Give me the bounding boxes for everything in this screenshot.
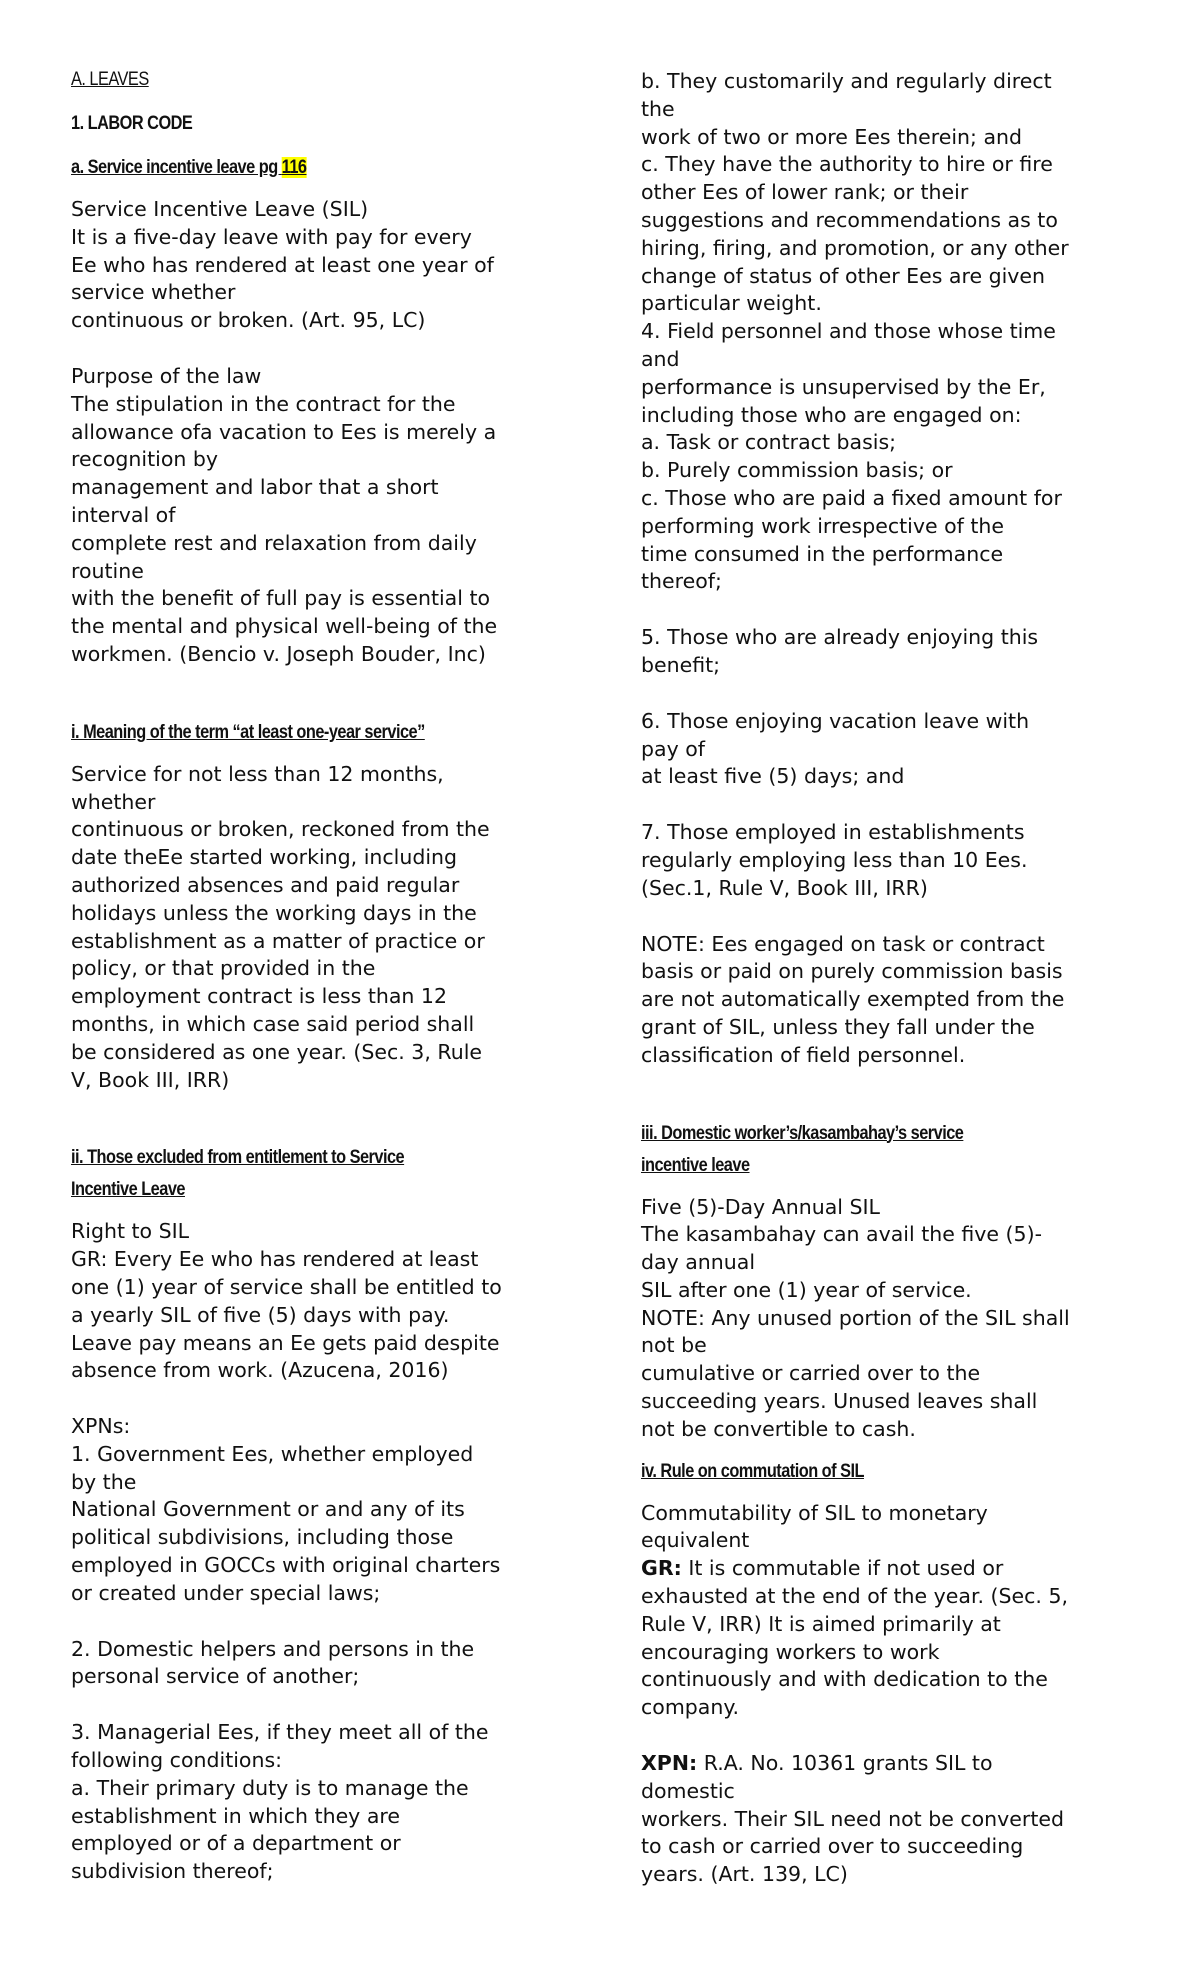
gr-label: GR: [641, 1556, 682, 1581]
section-title: A. LEAVES [71, 69, 149, 90]
meaning-body: Service for not less than 12 months, whether continuous or broken, reckoned from the date theEe started working, including authorized absences and paid regular holidays unless the working days in the establishment as a matter of practice or policy, or that provided in the employment contract is less than 12 months, in which case said period shall be considered as one year. (Sec. 3, Rule V, Book III, IRR) [71, 761, 490, 1092]
commutability-title: Commutability of SIL to monetary equivalent [641, 1500, 988, 1553]
sil-heading-text: a. Service incentive leave pg [71, 157, 282, 178]
xpn-text: R.A. No. 10361 grants SIL to domestic workers. Their SIL need not be converted to cash or carried over to succeeding years. (Art. 139, LC) [641, 1751, 1065, 1887]
domestic-heading-line2: incentive leave [641, 1154, 750, 1176]
xpn-item-7: 7. Those employed in establishments regularly employing less than 10 Ees. (Sec.1, Rule V, Book III, IRR) [641, 820, 1028, 900]
managerial-continued: b. They customarily and regularly direct the work of two or more Ees therein; and c. They have the authority to hire or fire other Ees of lower rank; or their suggestions and recommendations as to hiring, firing, and promotion, or any other change of status of other Ees are given particular weight. 4. Field personnel and those whose time and performance is unsupervised by the Er, including those who are engaged on: a. Task or contract basis; b. Purely commission basis; or c. Those who are paid a fixed amount for performing work irrespective of the time consumed in the performance thereof; [641, 69, 1069, 594]
xpn-item-6: 6. Those enjoying vacation leave with pay of at least five (5) days; and [641, 708, 1030, 789]
sil-definition: Service Incentive Leave (SIL) It is a five-day leave with pay for every Ee who has rendered at least one year of service whether continuous or broken. (Art. 95, LC) [71, 197, 494, 333]
right-column [641, 68, 1146, 1889]
xpn-item-5: 5. Those who are already enjoying this benefit; [641, 625, 1039, 677]
meaning-heading: i. Meaning of the term “at least one-year service” [71, 721, 425, 743]
right-to-sil: Right to SIL GR: Every Ee who has rendered at least one (1) year of service shall be entitled to a yearly SIL of five (5) days with pay. Leave pay means an Ee gets paid despite absence from work. (Azucena, 2016) [71, 1219, 502, 1383]
labor-code-heading: 1. LABOR CODE [71, 113, 193, 134]
sil-page-highlight: 116 [281, 157, 307, 178]
excluded-heading-line2: Incentive Leave [71, 1179, 185, 1201]
sil-heading [71, 152, 510, 184]
xpns-list: XPNs: 1. Government Ees, whether employed by the National Government or and any of its political subdivisions, including those employed in GOCCs with original charters or created under special laws; [71, 1414, 501, 1605]
domestic-heading-line1: iii. Domestic worker’s/kasambahay’s service [641, 1122, 964, 1144]
gr-text: It is commutable if not used or exhausted at the end of the year. (Sec. 5, Rule V, IRR) It is aimed primarily at encouraging workers to work continuously and with dedication to the company. [641, 1556, 1069, 1720]
commutability-gr [641, 1555, 1146, 1722]
commutation-heading: iv. Rule on commutation of SIL [641, 1460, 864, 1482]
xpn-label: XPN: [641, 1751, 698, 1776]
purpose-of-law: Purpose of the law The stipulation in the contract for the allowance ofa vacation to Ees is merely a recognition by management and labor that a short interval of complete rest and relaxation from daily routine with the benefit of full pay is essential to the mental and physical well-being of the workmen. (Bencio v. Joseph Bouder, Inc) [71, 363, 498, 666]
left-column [71, 68, 581, 1886]
xpn-item-2: 2. Domestic helpers and persons in the personal service of another; [71, 1636, 475, 1689]
xpn-item-3: 3. Managerial Ees, if they meet all of the following conditions: a. Their primary duty is to manage the establishment in which they are employed or of a department or subdivision thereof; [71, 1720, 489, 1884]
excluded-heading-line1: ii. Those excluded from entitlement to Service [71, 1147, 405, 1169]
commutability-xpn [641, 1750, 1146, 1889]
domestic-body: Five (5)-Day Annual SIL The kasambahay can avail the five (5)- day annual SIL after one (1) year of service. NOTE: Any unused portion of the SIL shall not be cumulative or carried over to the succeeding years. Unused leaves shall not be convertible to cash. [641, 1194, 1070, 1441]
note-field-personnel: NOTE: Ees engaged on task or contract basis or paid on purely commission basis are not automatically exempted from the grant of SIL, unless they fall under the classification of field personnel. [641, 931, 1065, 1067]
